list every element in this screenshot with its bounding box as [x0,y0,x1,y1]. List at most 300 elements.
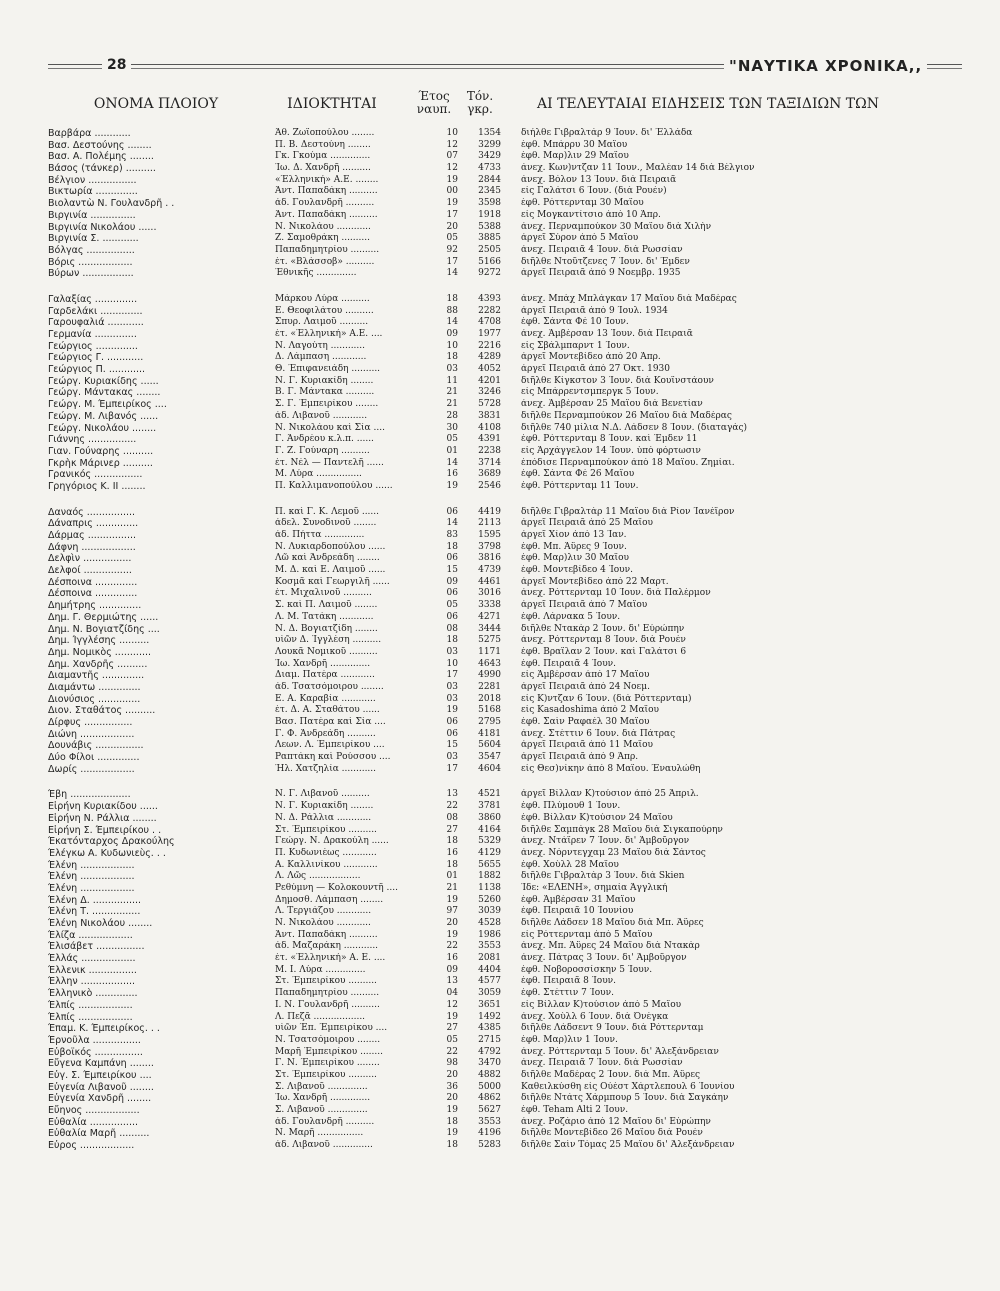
owner: Π. καὶ Γ. Κ. Λεμοῦ ...... [275,506,380,517]
ship-name: Εὐβοϊκός ................ [48,1046,143,1058]
owner: Μάρκου Λύρα .......... [275,293,370,304]
owner: Σ. καὶ Π. Λαιμοῦ ........ [275,600,378,611]
latest-news: εἰς Ρόττερνταμ ἀπὸ 5 Μαΐου [521,929,653,940]
table-row [48,965,961,977]
owner: Σ. Γ. Έμπειρίκου ........ [275,399,379,410]
build-year: 27 [446,1023,458,1034]
owner: Π. Κυδωνιέως ............ [275,847,377,858]
ship-name: Γεώργιος .............. [48,340,138,352]
ship-name: Βάσος (τάνκερ) .......... [48,163,156,175]
latest-news: ἐφθ. Βραΐλαν 2 Ίουν. καὶ Γαλάτσι 6 [521,646,687,657]
gross-tonnage: 4990 [478,670,501,681]
ship-name: Βιργινία Σ. ............ [48,233,139,245]
table-row [48,1117,961,1129]
build-year: 22 [446,1046,458,1057]
ship-name: Εὔγενα Καμπάνη ........ [48,1058,154,1070]
ship-name: Γαλαξίας .............. [48,293,138,305]
ship-name: Έλέγκω Α. Κυδωνιεὺς. . . [48,847,166,859]
ship-name: Γκρὴκ Μάρινερ .......... [48,457,153,469]
build-year: 18 [446,1140,458,1151]
owner: ἀδ. Λιβανοῦ ............ [275,410,368,421]
latest-news: εἰς Άμβέρσαν ἀπὸ 17 Μαΐου [521,670,650,681]
ship-name: Έλένη .................. [48,871,135,883]
table-row [48,128,961,140]
ship-name: Γρηγόριος Κ. ΙΙ ........ [48,480,146,492]
owner: Λεων. Λ. Έμπειρίκου .... [275,740,385,751]
gross-tonnage: 5728 [478,399,501,410]
table-row [48,988,961,1000]
gross-tonnage: 5168 [478,705,501,716]
latest-news: εἰς Γαλάτσι 6 Ίουν. (διὰ Ρουὲν) [521,186,667,197]
gross-tonnage: 3016 [478,588,501,599]
latest-news: ἐφθ. Πειραιᾶ 8 Ίουν. [521,976,617,987]
owner: Άντ. Παπαδάκη .......... [275,209,378,220]
ship-name: Δελφὶν ................ [48,553,132,565]
gross-tonnage: 4708 [478,317,501,328]
latest-news: ἀργεῖ Σύρον ἀπὸ 5 Μαΐου [521,233,639,244]
ship-name: Έλλάς .................. [48,953,136,965]
owner: Άντ. Παπαδάκη .......... [275,186,378,197]
latest-news: ἀργεῖ Μοντεβίδεο ἀπὸ 20 Άπρ. [521,352,661,363]
ship-name: Εἰρήνη Σ. Έμπειρίκου . . [48,824,162,836]
build-year: 03 [446,364,458,375]
build-year: 18 [446,1116,458,1127]
table-row [48,647,961,659]
latest-news: ἐφθ. Πειραιᾶ 4 Ίουν. [521,658,617,669]
gross-tonnage: 4792 [478,1046,501,1057]
column-header-owner: ΙΔΙΟΚΤΗΤΑΙ [287,96,377,112]
build-year: 18 [446,859,458,870]
ship-name: Δαναός ................ [48,506,136,518]
build-year: 19 [446,1011,458,1022]
build-year: 14 [446,268,458,279]
latest-news: διῆλθε Σαὶν Τόμας 25 Μαΐου δι' Άλεξάνδρειαν [521,1140,735,1151]
table-row [48,423,961,435]
table-row [48,1093,961,1105]
table-row [48,764,961,776]
ship-name: Δημ. Χανδρῆς .......... [48,658,148,670]
ship-name: Γρανικός ................ [48,469,143,481]
build-year: 07 [446,151,458,162]
build-year: 20 [446,1069,458,1080]
ship-name: Έλένη .................. [48,859,135,871]
table-row [48,210,961,222]
build-year: 15 [446,565,458,576]
table-row [48,163,961,175]
publication-title: "ΝΑΥΤΙΚΑ ΧΡΟΝΙΚΑ,, [724,57,927,75]
build-year: 19 [446,1105,458,1115]
build-year: 12 [446,139,458,150]
ship-name: Βιργινία Νικολάου ...... [48,221,157,233]
owner: Π. Καλλιμανοπούλου ...... [275,480,393,491]
gross-tonnage: 4882 [478,1069,501,1080]
build-year: 83 [446,530,458,540]
ship-name: Δημ. Ν. Βογιατζίδης .... [48,623,160,635]
table-row [48,518,961,530]
table-row [48,553,961,565]
build-year: 03 [446,646,458,657]
latest-news: ἐφθ. Μοντεβίδεο 4 Ίουν. [521,565,633,576]
owner: Ε. Θεοφιλάτου .......... [275,305,374,316]
ship-name: Γιαν. Γούναρης .......... [48,445,154,457]
latest-news: ἀνεχ. Πειραιᾶ 4 Ίουν. διὰ Ρωσσίαν [521,244,683,255]
owner: Γ. Άνδρέου κ.λ.π. ...... [275,434,374,445]
owner: Βασ. Πατέρα καὶ Σία .... [275,717,386,727]
table-row [48,268,961,280]
build-year: 05 [446,1034,458,1045]
gross-tonnage: 4289 [478,352,501,363]
latest-news: διῆλθε Μαδέρας 2 Ίουν. διὰ Μπ. Άϋρες [521,1069,701,1080]
table-row [48,801,961,813]
column-header-year: Έτος ναυπ. [416,89,452,116]
latest-news: εἰς Κ)ντζαν 6 Ίουν. (διὰ Ρόττερνταμ) [521,693,692,704]
latest-news: ἀνεχ. Άμβέρσαν 25 Μαΐου διὰ Βενετίαν [521,399,703,410]
owner: Ν. Γ. Κυριακίδη ........ [275,375,374,386]
gross-tonnage: 3547 [478,752,501,763]
owner: Γ. Φ. Άνδρεάδη .......... [275,728,376,739]
latest-news: ἀργεῖ Πειραιᾶ ἀπὸ 7 Μαΐου [521,600,648,611]
owner: Μ. Λύρα ................ [275,469,362,480]
latest-news: ἀνεχ. Νόρντεγχαμ 23 Μαΐου διὰ Σάντος [521,847,706,858]
build-year: 00 [446,186,458,197]
owner: Ν. Νικολάου ............ [275,221,371,232]
gross-tonnage: 4577 [478,976,501,987]
owner: Λ. Λῶς .................. [275,871,361,882]
owner: Στ. Έμπειρίκου .......... [275,1069,377,1080]
gross-tonnage: 3885 [478,233,501,244]
owner: Άντ. Παπαδάκη .......... [275,929,378,940]
latest-news: ἐφθ. Λάρνακα 5 Ίουν. [521,611,621,622]
owner: ἀδ. Τσατσόμοιρου ........ [275,681,384,692]
owner: Π. Β. Δεστούνη ........ [275,139,371,150]
build-year: 04 [446,988,458,999]
group-separator [48,493,961,507]
build-year: 20 [446,1093,458,1104]
table-row [48,186,961,198]
owner: Ρεθύμνη — Κολοκουντῆ .... [275,882,398,893]
ship-name: Δάφνη .................. [48,541,136,553]
build-year: 21 [446,387,458,398]
owner: ἀδ. Γουλανδρῆ .......... [275,1116,375,1127]
owner: Παπαδημητρίου .......... [275,988,380,999]
table-row [48,198,961,210]
build-year: 10 [446,128,458,138]
gross-tonnage: 5627 [478,1105,501,1115]
build-year: 15 [446,740,458,751]
owner: Ν. Λυκιαρδοπούλου ...... [275,541,386,552]
gross-tonnage: 3059 [478,988,501,999]
gross-tonnage: 1138 [478,882,501,893]
latest-news: διῆλθε Ντοῦτζενες 7 Ίουν. δι' Έμδεν [521,256,690,267]
build-year: 16 [446,469,458,480]
gross-tonnage: 2018 [478,693,501,704]
table-row [48,789,961,801]
ship-name: Βαρβάρα ............ [48,128,131,139]
gross-tonnage: 1354 [478,128,501,138]
ship-name: Γερμανία .............. [48,329,137,340]
latest-news: ἀνεχ. Άμβέρσαν 13 Ίουν. διὰ Πειραιᾶ [521,329,693,339]
column-header-name: ΟΝΟΜΑ ΠΛΟΙΟΥ [93,96,219,112]
latest-news: ἀνεχ. Περναμπούκον 30 Μαΐου διὰ Χιλὴν [521,221,712,232]
gross-tonnage: 4521 [478,789,501,800]
ship-name: Γεώργ. Μάντακας ........ [48,387,161,399]
ship-name: Δωρίς .................. [48,763,135,775]
gross-tonnage: 3444 [478,623,501,634]
ship-name: Βιργινία ............... [48,209,136,221]
latest-news: ἀνεχ. Ρόττερνταμ 5 Ίουν. δι' Άλεξάνδρειαν [521,1046,719,1057]
owner: Ραπτάκη καὶ Ρούσσου .... [275,752,391,763]
latest-news: ἐφθ. Βίλλαν Κ)τούσιον 24 Μαΐου [521,812,673,823]
ship-name: Γαρδελάκι .............. [48,305,143,317]
ship-name: Γεώργιος Π. ............ [48,364,146,376]
table-row [48,848,961,860]
ship-name: Δάρμας ................ [48,530,137,541]
table-row [48,446,961,458]
build-year: 19 [446,174,458,185]
latest-news: διῆλθε Σαμπὰγκ 28 Μαΐου διὰ Σιγκαπούρην [521,824,723,835]
build-year: 06 [446,506,458,517]
table-row [48,329,961,341]
latest-news: ἀργεῖ Πειραιᾶ ἀπὸ 27 Όκτ. 1930 [521,364,671,375]
table-row [48,140,961,152]
build-year: 19 [446,705,458,716]
table-row [48,399,961,411]
owner: ἑτ. Δ. Α. Σταθάτου ...... [275,705,380,716]
build-year: 14 [446,317,458,328]
latest-news: διῆλθε Γιβραλτὰρ 11 Μαΐου διὰ Ρίον Ίανέϊρον [521,506,735,517]
owner: Στ. Έμπειρίκου .......... [275,976,377,987]
table-row [48,836,961,848]
gross-tonnage: 3598 [478,198,501,209]
table-row [48,682,961,694]
gross-tonnage: 5329 [478,836,501,847]
latest-news: ἐφθ. Πλύμουθ 1 Ίουν. [521,801,621,812]
ship-name: Γεώργ. Νικολάου ........ [48,422,157,434]
table-row [48,1105,961,1117]
table-row [48,175,961,187]
ship-name: Δελφοί ................ [48,565,132,577]
table-row [48,364,961,376]
gross-tonnage: 2281 [478,681,501,692]
table-row [48,825,961,837]
ship-name: Διαμάντω .............. [48,681,141,693]
gross-tonnage: 4393 [478,293,501,304]
build-year: 18 [446,635,458,646]
table-row [48,906,961,918]
table-row [48,306,961,318]
ship-name: Έλισάβετ ................ [48,941,145,953]
build-year: 16 [446,847,458,858]
gross-tonnage: 3781 [478,801,501,812]
owner: Λ. Πεζᾶ .................. [275,1011,366,1022]
latest-news: ἐφθ. Μαρ)λιν 1 Ίουν. [521,1034,618,1045]
table-row [48,624,961,636]
owner: Γκ. Γκούμα .............. [275,151,371,162]
latest-news: ἀργεῖ Πειραιᾶ ἀπὸ 11 Μαΐου [521,740,653,751]
gross-tonnage: 1986 [478,929,501,940]
build-year: 19 [446,480,458,491]
latest-news: ἀνεχ. Χοὺλλ 6 Ίουν. διὰ Όνέγκα [521,1011,669,1022]
owner: Δημοσθ. Λάμπαση ........ [275,894,384,905]
gross-tonnage: 4181 [478,728,501,739]
table-row [48,871,961,883]
build-year: 11 [446,375,458,386]
latest-news: ἀνεχ. Πάτρας 3 Ίουν. δι' Άμβοῦργον [521,953,687,964]
gross-tonnage: 4419 [478,506,501,517]
latest-news: διῆλθε Ντάτς Χάρμπουρ 5 Ίουν. διὰ Σαγκάην [521,1093,729,1104]
table-row [48,1082,961,1094]
gross-tonnage: 5166 [478,256,501,267]
table-row [48,729,961,741]
table-row [48,1035,961,1047]
table-row [48,352,961,364]
owner: Λ. Μ. Τατάκη ............ [275,611,374,622]
ship-name: Βασ. Α. Πολέμης ........ [48,151,154,163]
latest-news: ἀνεχ. Ροζάριο ἀπὸ 12 Μαΐου δι' Εὐρώπην [521,1116,711,1127]
ship-name: Εὔηνος .................. [48,1105,140,1116]
table-row [48,577,961,589]
owner: Ε. Α. Καραβία ............ [275,693,376,704]
latest-news: εἰς Μογκαντίτσιο ἀπὸ 10 Άπρ. [521,209,661,220]
build-year: 13 [446,789,458,800]
group-separator [48,280,961,294]
gross-tonnage: 2216 [478,340,501,351]
owner: υἱῶν Έπ. Έμπειρίκου .... [275,1023,388,1034]
ship-name: Βόλγας ................ [48,244,135,256]
table-row [48,151,961,163]
latest-news: διῆλθε Περναμπούκον 26 Μαΐου διὰ Μαδέρας [521,410,732,421]
gross-tonnage: 1918 [478,209,501,220]
owner: Άθ. Ζωΐοπούλου ........ [275,128,375,138]
page-number: 28 [102,57,131,73]
build-year: 17 [446,763,458,774]
gross-tonnage: 2113 [478,518,501,529]
build-year: 10 [446,340,458,351]
owner: Ν. Μαρῆ ................ [275,1128,364,1139]
owner: ἑτ. Μιχαλινοῦ .......... [275,588,372,599]
build-year: 05 [446,233,458,244]
build-year: 21 [446,882,458,893]
table-row [48,740,961,752]
gross-tonnage: 2238 [478,445,501,456]
owner: Έθνικῆς .............. [275,268,357,279]
ship-name: Βιολαντὼ Ν. Γουλανδρῆ . . [48,198,175,210]
latest-news: εἰς Άρχάγγελον 14 Ίουν. ὑπὸ φόρτωσιν [521,445,701,456]
latest-news: ἀργεῖ Βίλλαν Κ)τούσιον ἀπὸ 25 Άπριλ. [521,789,699,800]
latest-news: διῆλθε Λάδσεν 18 Μαΐου διὰ Μπ. Άϋρες [521,918,704,928]
ship-name: Βύρων ................. [48,268,134,280]
latest-news: ἀνεχ. Ρόττερνταμ 8 Ίουν. διὰ Ρουὲν [521,635,686,646]
build-year: 17 [446,670,458,681]
table-row [48,542,961,554]
latest-news: ἀνεχ. Ρόττερνταμ 10 Ίουν. διὰ Παλέρμον [521,588,711,599]
table-row [48,565,961,577]
latest-news: διῆλθε Μοντεβίδεο 26 Μαΐου διὰ Ρουὲν [521,1128,703,1139]
latest-news: ἐφθ. Χοὺλλ 28 Μαΐου [521,859,619,870]
build-year: 01 [446,445,458,456]
gross-tonnage: 4528 [478,918,501,928]
owner: Σπυρ. Λαιμοῦ .......... [275,317,369,328]
build-year: 22 [446,801,458,812]
latest-news: ἐφθ. Ρόττερνταμ 8 Ίουν. καὶ Έμδεν 11 [521,434,698,445]
gross-tonnage: 2282 [478,305,501,316]
ship-name: Δύο Φίλοι .............. [48,752,140,764]
gross-tonnage: 2546 [478,480,501,491]
build-year: 16 [446,953,458,964]
build-year: 06 [446,553,458,564]
ship-register-table [48,128,961,1152]
latest-news: ἐφθ. Σάντα Φὲ 10 Ίουν. [521,317,629,328]
build-year: 14 [446,457,458,468]
owner: Δ. Λάμπαση ............ [275,352,367,363]
build-year: 36 [446,1081,458,1092]
table-row [48,434,961,446]
owner: Ζ. Σαμοθράκη .......... [275,233,370,244]
owner: ἑτ. Νὲλ — Παντελῆ ...... [275,457,384,468]
build-year: 05 [446,434,458,445]
ship-name: Διώνη .................. [48,728,135,740]
gross-tonnage: 4052 [478,364,501,375]
table-row [48,635,961,647]
latest-news: ἐφθ. Στέττιν 7 Ίουν. [521,988,614,999]
build-year: 09 [446,964,458,975]
latest-news: διῆλθε Γιβραλτὰρ 3 Ίουν. διὰ Skien [521,871,685,882]
gross-tonnage: 5655 [478,859,501,870]
latest-news: ἐφθ. Σάντα Φὲ 26 Μαΐου [521,469,635,480]
gross-tonnage: 4201 [478,375,501,386]
gross-tonnage: 1492 [478,1011,501,1022]
ship-name: Βασ. Δεστούνης ........ [48,139,152,151]
owner: Διαμ. Πατέρα ............ [275,670,375,681]
latest-news: εἰς Θεσ)νίκην ἀπὸ 8 Μαΐου. Έναυλώθη [521,763,701,774]
table-row [48,813,961,825]
owner: Θ. Έπιφανειάδη .......... [275,364,381,375]
latest-news: ἀνεχ. Μπ. Άϋρες 24 Μαΐου διὰ Ντακὰρ [521,941,700,952]
column-header-tons: Τόν. γκρ. [466,89,494,116]
latest-news: ἀνεχ. Ντάϊρεν 7 Ίουν. δι' Άμβοῦργον [521,836,690,847]
build-year: 92 [446,244,458,255]
gross-tonnage: 5260 [478,894,501,905]
table-row [48,1023,961,1035]
table-row [48,918,961,930]
owner: Παπαδημητρίου .......... [275,244,380,255]
table-row [48,1140,961,1152]
ship-name: Έλένη Τ. ................ [48,906,141,918]
latest-news: εἰς Kasadoshima ἀπὸ 2 Μαΐου [521,705,659,716]
ship-name: Έλπίς .................. [48,1011,133,1023]
table-row [48,883,961,895]
build-year: 98 [446,1058,458,1069]
ship-name: Δημ. Ίγγλέσης .......... [48,635,150,647]
build-year: 88 [446,305,458,316]
latest-news: ἐφθ. Άμβέρσαν 31 Μαΐου [521,894,636,905]
latest-news: ἀργεῖ Χίον ἀπὸ 13 Ίαν. [521,530,627,540]
build-year: 22 [446,941,458,952]
ship-name: Δέσποινα .............. [48,576,138,588]
table-row [48,941,961,953]
latest-news: άνεχ. Βόλον 13 Ίουν. διὰ Πειραιᾶ [521,174,677,185]
owner: Σ. Λιβανοῦ .............. [275,1081,368,1092]
gross-tonnage: 3039 [478,906,501,917]
gross-tonnage: 3714 [478,457,501,468]
table-row [48,376,961,388]
latest-news: ἐφθ. Νοβοροσσίσκην 5 Ίουν. [521,964,653,975]
gross-tonnage: 4391 [478,434,501,445]
ship-name: Εὐγενία Λιβανοῦ ........ [48,1081,154,1093]
latest-news: διῆλθε Λάδσεντ 9 Ίουν. διὰ Ρόττερνταμ [521,1023,704,1034]
build-year: 12 [446,163,458,174]
gross-tonnage: 4461 [478,576,501,587]
